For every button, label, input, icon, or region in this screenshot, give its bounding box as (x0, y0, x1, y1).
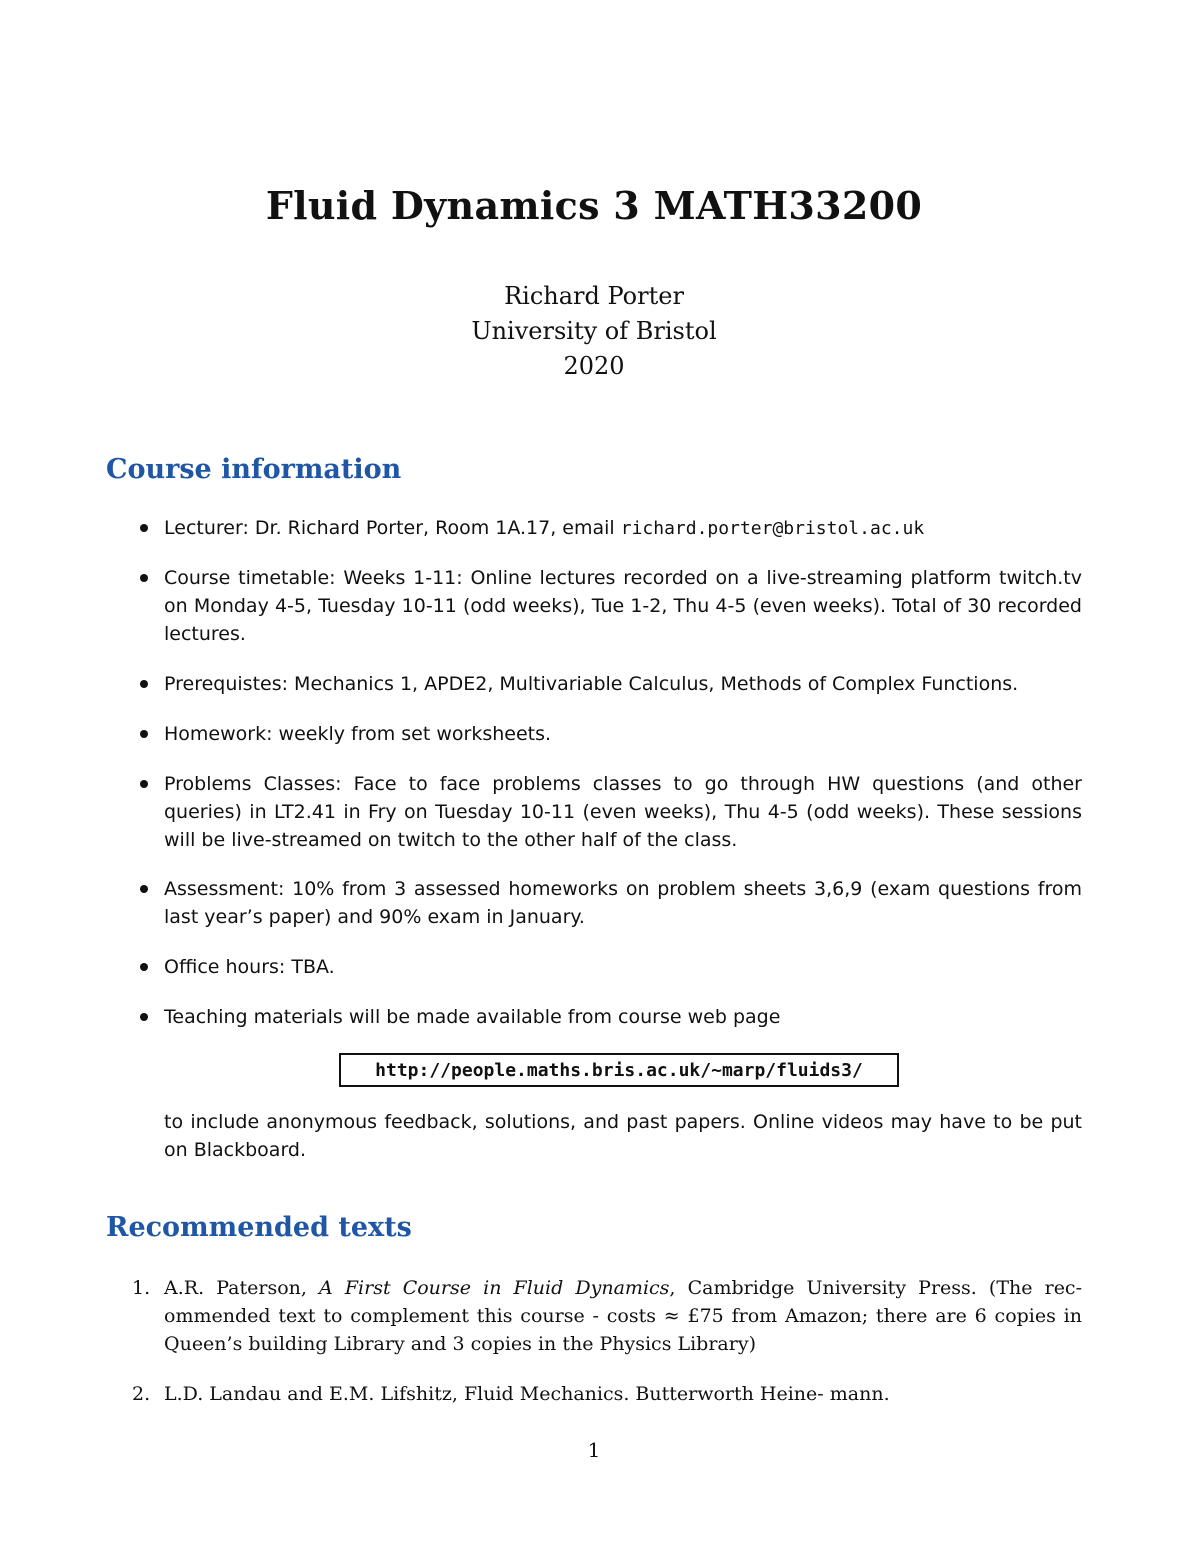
bullet-icon (140, 780, 148, 788)
lecturer-text: Lecturer: Dr. Richard Porter, Room 1A.17, email (164, 517, 621, 539)
teaching-materials-continuation: to include anonymous feedback, solutions, and past papers. Online videos may have to be put on Blackboard. (164, 1111, 1082, 1161)
bullet-icon (140, 885, 148, 893)
institution: University of Bristol (471, 317, 717, 345)
text-1-details: , Cambridge University Press. (The rec- ommended text to complement this course - costs ≈ £75 from Amazon; there are 6 copies in Queen’s building Library and 3 copies in the Physics Library) (164, 1277, 1082, 1355)
list-number: 2. (132, 1383, 151, 1405)
list-item-assessment: Assessment: 10% from 3 assessed homeworks on problem sheets 3,6,9 (exam questions from last year’s paper) and 90% exam in January. (164, 878, 1082, 928)
list-item-problems-classes: Problems Classes: Face to face problems classes to go through HW questions (and other queries) in LT2.41 in Fry on Tuesday 10-11 (even weeks), Thu 4-5 (odd weeks). These sessions will be live-streamed on twitch to the other half of the class. (164, 773, 1082, 851)
bullet-icon (140, 524, 148, 532)
list-item-timetable: Course timetable: Weeks 1-11: Online lectures recorded on a live-streaming platform twitch.tv on Monday 4-5, Tuesday 10-11 (odd weeks), Tue 1-2, Thu 4-5 (even weeks). Total of 30 recorded lectures. (164, 567, 1082, 645)
bullet-icon (140, 1013, 148, 1021)
bullet-icon (140, 574, 148, 582)
course-url-link[interactable]: http://people.maths.bris.ac.uk/~marp/fluids3/ (375, 1059, 863, 1081)
author: Richard Porter (504, 282, 684, 310)
lecturer-email[interactable]: richard.porter@bristol.ac.uk (620, 518, 925, 539)
bullet-icon (140, 730, 148, 738)
bullet-icon (140, 680, 148, 688)
year: 2020 (563, 352, 625, 380)
section-heading-recommended-texts: Recommended texts (106, 1212, 412, 1243)
list-item-office-hours: Office hours: TBA. (164, 956, 335, 978)
bullet-icon (140, 963, 148, 971)
page-number: 1 (587, 1438, 601, 1462)
list-item-homework: Homework: weekly from set worksheets. (164, 723, 552, 745)
document-title: Fluid Dynamics 3 MATH33200 (265, 183, 923, 228)
text-1-authors: A.R. Paterson, (164, 1277, 320, 1299)
recommended-text-2: L.D. Landau and E.M. Lifshitz, Fluid Mechanics. Butterworth Heine- mann. (164, 1383, 890, 1405)
list-item-teaching-materials: Teaching materials will be made available from course web page (164, 1006, 781, 1028)
recommended-text-1 (164, 1274, 1082, 1358)
list-number: 1. (132, 1277, 151, 1299)
list-item-prerequisites: Prerequistes: Mechanics 1, APDE2, Multivariable Calculus, Methods of Complex Functions. (164, 673, 1019, 695)
section-heading-course-information: Course information (106, 454, 402, 485)
course-url-box[interactable] (339, 1053, 899, 1087)
list-item-lecturer (164, 514, 1082, 543)
text-1-title: A First Course in Fluid Dynamics (319, 1277, 670, 1299)
